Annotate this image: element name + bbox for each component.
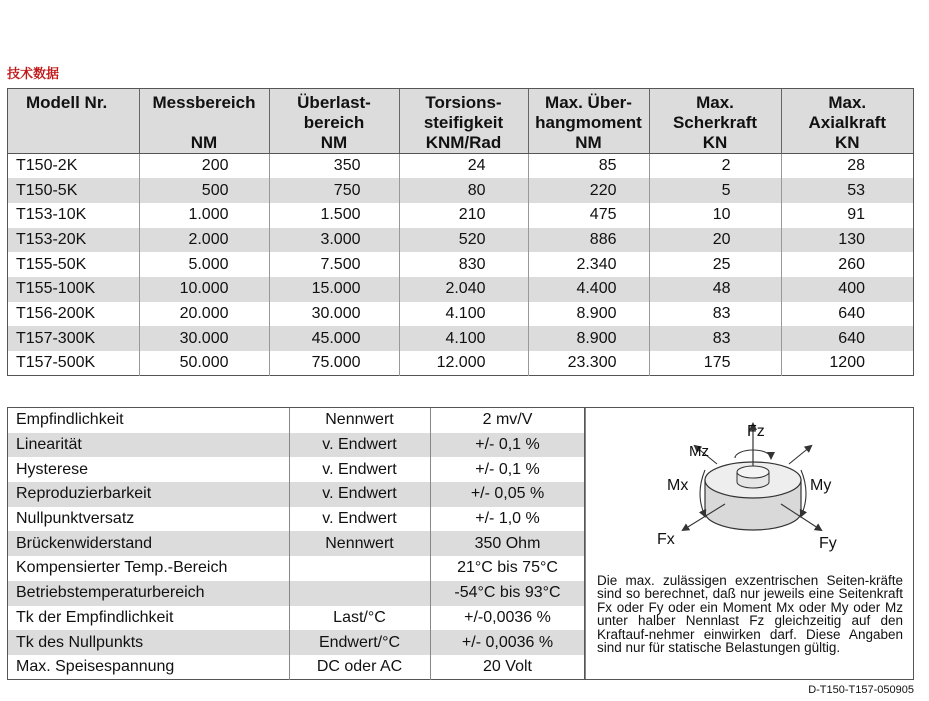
spec-row (8, 655, 585, 680)
spec-parameter: Hysterese (8, 457, 289, 482)
value-cell: 80 (399, 178, 528, 203)
value-cell: 640 (781, 326, 913, 351)
column-header-line: KN (834, 133, 860, 152)
document-code: D-T150-T157-050905 (808, 684, 914, 696)
spec-row (8, 408, 585, 433)
value-cell: 220 (528, 178, 649, 203)
column-header (8, 89, 139, 154)
spec-table (7, 407, 584, 680)
spec-reference: Endwert/°C (289, 630, 430, 655)
mx-arrow (700, 470, 705, 516)
load-diagram-panel (584, 407, 914, 680)
spec-parameter: Tk des Nullpunkts (8, 630, 289, 655)
value-cell: 7.500 (269, 252, 399, 277)
value-cell: 85 (528, 154, 649, 179)
value-cell: 3.000 (269, 228, 399, 253)
value-cell: 23.300 (528, 351, 649, 376)
model-table-header (8, 89, 913, 154)
column-header (649, 89, 781, 154)
column-header-line: steifigkeit (423, 113, 504, 132)
spec-reference: v. Endwert (289, 433, 430, 458)
value-cell: 200 (139, 154, 269, 179)
spec-row (8, 556, 585, 581)
spec-row (8, 433, 585, 458)
model-cell: T150-5K (8, 178, 139, 203)
spec-parameter: Tk der Empfindlichkeit (8, 606, 289, 631)
value-cell: 640 (838, 304, 865, 322)
my-arrow (801, 470, 806, 516)
value-cell: 750 (269, 178, 399, 203)
spec-value: -54°C bis 93°C (430, 581, 585, 606)
spec-parameter: Nullpunktversatz (8, 507, 289, 532)
model-table (7, 88, 914, 376)
value-cell: 4.400 (528, 277, 649, 302)
value-cell: 260 (838, 255, 865, 273)
column-header-line: Messbereich (152, 93, 256, 112)
spec-row (8, 457, 585, 482)
value-cell: 2.000 (139, 228, 269, 253)
value-cell: 4.100 (399, 326, 528, 351)
column-header-line: NM (190, 133, 218, 152)
value-cell: 8.900 (528, 326, 649, 351)
spec-reference: DC oder AC (289, 655, 430, 680)
value-cell: 8.900 (528, 302, 649, 327)
column-header-line: Modell Nr. (26, 93, 108, 112)
column-header-line: Torsions- (425, 93, 502, 112)
spec-row (8, 531, 585, 556)
spec-row (8, 507, 585, 532)
model-cell: T153-10K (8, 203, 139, 228)
value-cell: 30.000 (269, 302, 399, 327)
column-header (528, 89, 649, 154)
value-cell: 2.040 (399, 277, 528, 302)
spec-row (8, 482, 585, 507)
spec-reference (289, 581, 430, 606)
value-cell: 20.000 (139, 302, 269, 327)
my-label: My (810, 477, 832, 494)
column-header (269, 89, 399, 154)
table-row (8, 203, 913, 228)
mz-label: Mz (689, 443, 709, 460)
table-row (8, 252, 913, 277)
spec-reference: Nennwert (289, 408, 430, 433)
spec-parameter: Kompensierter Temp.-Bereich (8, 556, 289, 581)
column-header-line: hangmoment (535, 113, 642, 132)
value-cell: 210 (399, 203, 528, 228)
spec-value: +/- 0,1 % (430, 433, 585, 458)
value-cell: 45.000 (269, 326, 399, 351)
value-cell: 53 (781, 178, 913, 203)
column-header-line: Max. Über- (545, 93, 632, 112)
value-cell: 1.000 (139, 203, 269, 228)
diagram-note: Die max. zulässigen exzentrischen Seiten-kräfte sind so berechnet, daß nur jeweils eine Seitenkraft Fx oder Fy oder ein Moment Mx oder My oder Mz unter halber Nennlast Fz gleichzeitig auf den Kraftauf-nehmer einwirken darf. Diese Angaben sind nur für statische Belastungen gültig. (597, 573, 903, 656)
spec-parameter: Betriebstemperaturbereich (8, 581, 289, 606)
value-cell: 91 (847, 206, 865, 224)
value-cell: 48 (649, 277, 781, 302)
spec-value: +/- 1,0 % (430, 507, 585, 532)
value-cell: 175 (649, 351, 781, 376)
value-cell: 10.000 (139, 277, 269, 302)
value-cell: 15.000 (269, 277, 399, 302)
spec-parameter: Reproduzierbarkeit (8, 482, 289, 507)
table-row (8, 277, 913, 302)
value-cell: 130 (781, 228, 913, 253)
load-cell-hub (737, 466, 769, 478)
spec-value: +/- 0,0036 % (430, 630, 585, 655)
spec-value: +/-0,0036 % (430, 606, 585, 631)
value-cell: 28 (847, 157, 865, 175)
value-cell: 20 (649, 228, 781, 253)
spec-parameter: Brückenwiderstand (8, 531, 289, 556)
value-cell: 886 (528, 228, 649, 253)
value-cell: 2 (649, 154, 781, 179)
fx-label: Fx (657, 531, 675, 548)
value-cell: 12.000 (399, 351, 528, 376)
value-cell: 25 (649, 252, 781, 277)
value-cell: 520 (399, 228, 528, 253)
value-cell: 5 (649, 178, 781, 203)
spec-reference (289, 556, 430, 581)
model-cell: T150-2K (8, 154, 139, 179)
column-header-line: NM (575, 133, 602, 152)
value-cell: 50.000 (139, 351, 269, 376)
model-table-body (8, 154, 913, 376)
value-cell: 500 (139, 178, 269, 203)
column-header-line: Überlast- (297, 93, 371, 112)
value-cell: 4.100 (399, 302, 528, 327)
spec-reference: Last/°C (289, 606, 430, 631)
spec-value: 350 Ohm (430, 531, 585, 556)
model-cell: T155-50K (8, 252, 139, 277)
spec-value: 21°C bis 75°C (430, 556, 585, 581)
table-row (8, 351, 913, 376)
value-cell: 75.000 (269, 351, 399, 376)
table-row (8, 154, 913, 179)
value-cell: 5.000 (139, 252, 269, 277)
table-row (8, 326, 913, 351)
value-cell: 400 (781, 277, 913, 302)
value-cell: 30.000 (139, 326, 269, 351)
column-header (399, 89, 528, 154)
model-cell: T157-300K (8, 326, 139, 351)
value-cell: 1.500 (269, 203, 399, 228)
model-cell: T155-100K (8, 277, 139, 302)
spec-reference: v. Endwert (289, 482, 430, 507)
column-header-line: bereich (303, 113, 365, 132)
spec-row (8, 630, 585, 655)
model-cell: T153-20K (8, 228, 139, 253)
spec-row (8, 581, 585, 606)
value-cell: 1200 (829, 354, 865, 372)
spec-value: +/- 0,05 % (430, 482, 585, 507)
column-header-line: NM (320, 133, 348, 152)
value-cell: 475 (528, 203, 649, 228)
load-cell-diagram (585, 408, 915, 568)
column-header-line: Max. (696, 93, 734, 112)
spec-reference: v. Endwert (289, 507, 430, 532)
table-row (8, 228, 913, 253)
mx-label: Mx (667, 477, 689, 494)
table-row (8, 302, 913, 327)
column-header-line: KNM/Rad (425, 133, 502, 152)
spec-parameter: Empfindlichkeit (8, 408, 289, 433)
column-header-line: Scherkraft (672, 113, 758, 132)
value-cell: 830 (399, 252, 528, 277)
spec-value: 2 mv/V (430, 408, 585, 433)
spec-parameter: Max. Speisespannung (8, 655, 289, 680)
spec-parameter: Linearität (8, 433, 289, 458)
column-header (781, 89, 913, 154)
table-row (8, 178, 913, 203)
value-cell: 350 (269, 154, 399, 179)
spec-reference: Nennwert (289, 531, 430, 556)
column-header (139, 89, 269, 154)
fy-label: Fy (819, 535, 837, 552)
column-header-line: KN (702, 133, 728, 152)
value-cell: 83 (649, 302, 781, 327)
column-header-line: Axialkraft (808, 113, 886, 132)
fz-label: Fz (747, 423, 765, 440)
model-cell: T156-200K (8, 302, 139, 327)
value-cell: 83 (649, 326, 781, 351)
column-header-line: Max. (828, 93, 867, 112)
value-cell: 2.340 (528, 252, 649, 277)
spec-value: +/- 0,1 % (430, 457, 585, 482)
value-cell: 10 (649, 203, 781, 228)
spec-value: 20 Volt (430, 655, 585, 680)
spec-reference: v. Endwert (289, 457, 430, 482)
page-title: 技术数据 (7, 67, 60, 82)
spec-row (8, 606, 585, 631)
value-cell: 24 (399, 154, 528, 179)
model-cell: T157-500K (8, 351, 139, 376)
